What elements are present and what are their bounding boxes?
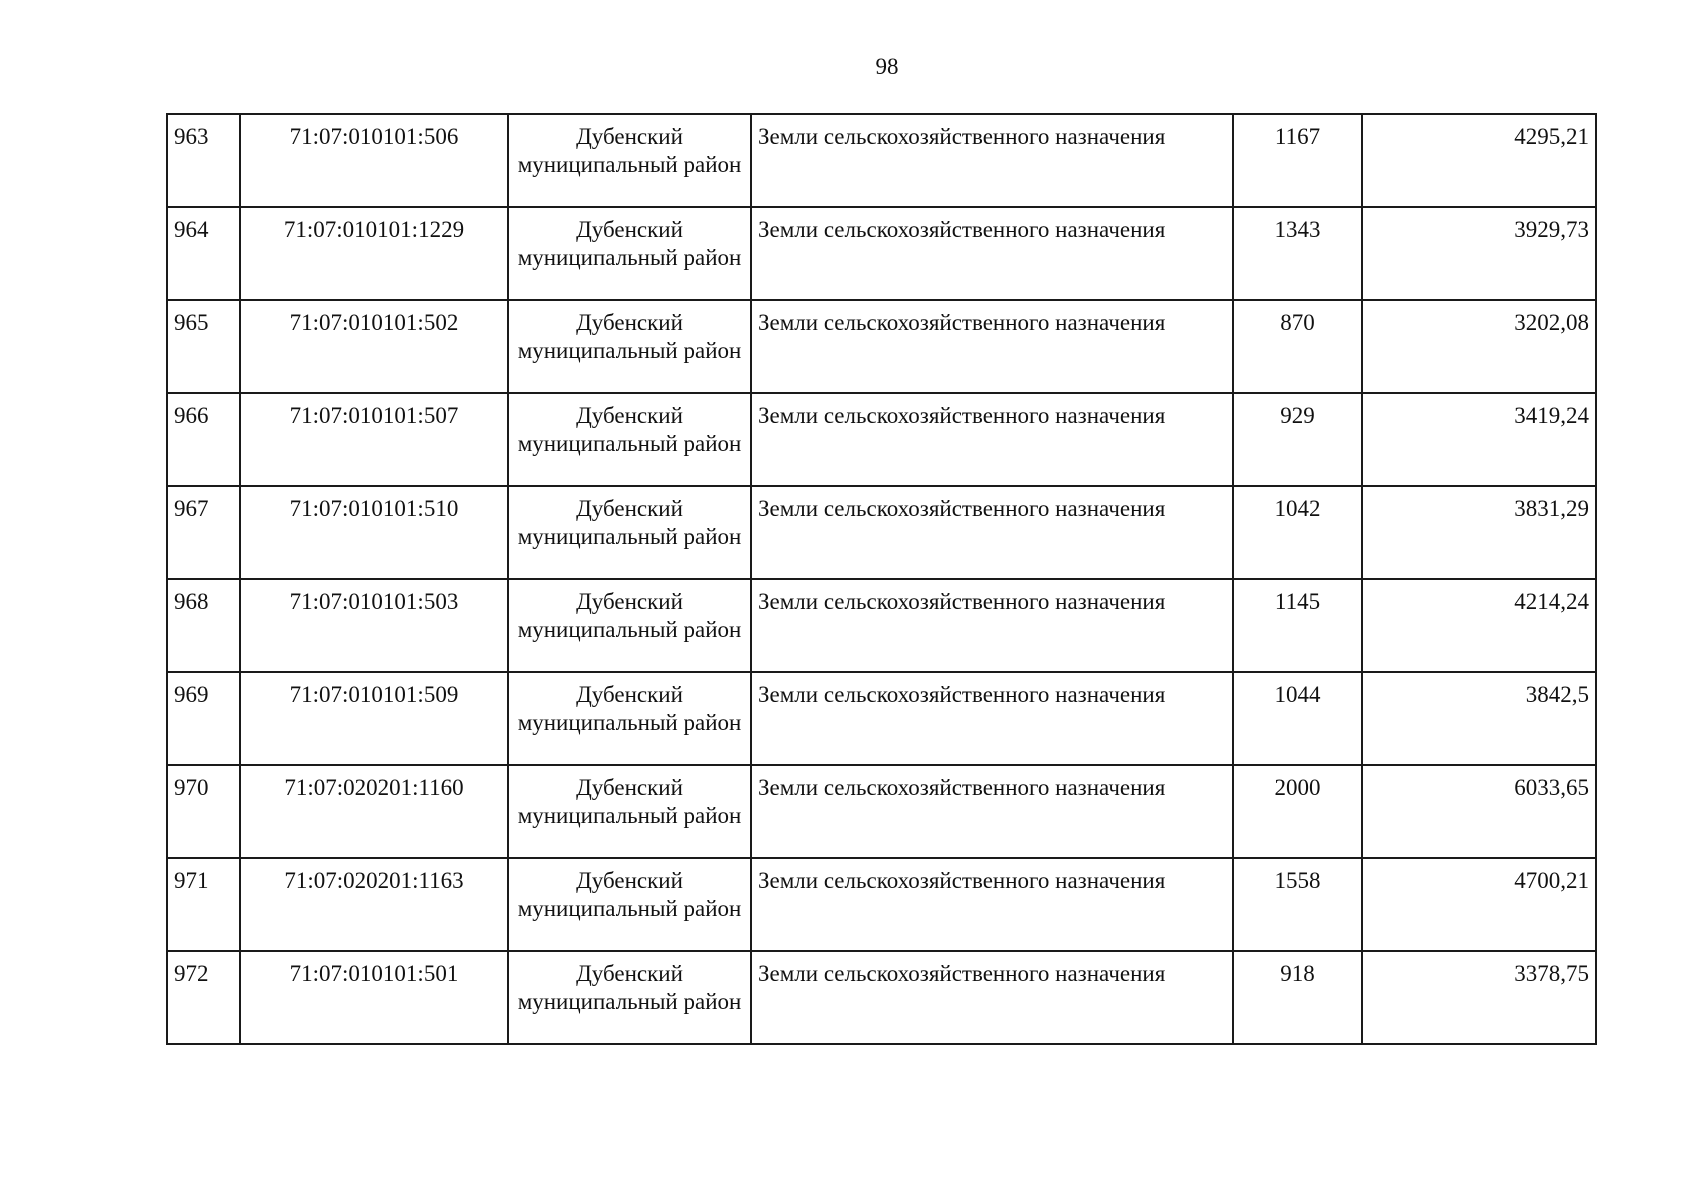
table-row [167, 300, 1596, 393]
page-number: 98 [875, 54, 899, 79]
district-name: Дубенский муниципальный район [508, 393, 751, 486]
district-name: Дубенский муниципальный район [508, 672, 751, 765]
plot-area: 1042 [1233, 486, 1362, 579]
row-number: 966 [167, 393, 240, 486]
plot-area: 1145 [1233, 579, 1362, 672]
cadastral-cost: 3378,75 [1362, 951, 1596, 1044]
table-row [167, 486, 1596, 579]
cadastral-cost: 3842,5 [1362, 672, 1596, 765]
row-number: 963 [167, 114, 240, 207]
cadastral-cost: 3202,08 [1362, 300, 1596, 393]
cadastral-number: 71:07:010101:510 [240, 486, 508, 579]
cadastral-number: 71:07:010101:506 [240, 114, 508, 207]
cadastral-cost: 3419,24 [1362, 393, 1596, 486]
district-name: Дубенский муниципальный район [508, 300, 751, 393]
land-category: Земли сельскохозяйственного назначения [751, 486, 1233, 579]
plot-area: 870 [1233, 300, 1362, 393]
plot-area: 929 [1233, 393, 1362, 486]
district-name: Дубенский муниципальный район [508, 114, 751, 207]
district-name: Дубенский муниципальный район [508, 765, 751, 858]
table-row [167, 951, 1596, 1044]
land-category: Земли сельскохозяйственного назначения [751, 858, 1233, 951]
row-number: 972 [167, 951, 240, 1044]
plot-area: 1343 [1233, 207, 1362, 300]
plot-area: 1044 [1233, 672, 1362, 765]
table-row [167, 858, 1596, 951]
row-number: 967 [167, 486, 240, 579]
cadastral-number: 71:07:010101:501 [240, 951, 508, 1044]
district-name: Дубенский муниципальный район [508, 207, 751, 300]
row-number: 969 [167, 672, 240, 765]
plot-area: 918 [1233, 951, 1362, 1044]
district-name: Дубенский муниципальный район [508, 951, 751, 1044]
row-number: 970 [167, 765, 240, 858]
cadastral-cost: 4700,21 [1362, 858, 1596, 951]
district-name: Дубенский муниципальный район [508, 579, 751, 672]
cadastral-cost: 4295,21 [1362, 114, 1596, 207]
cadastral-cost: 3831,29 [1362, 486, 1596, 579]
table-row [167, 114, 1596, 207]
district-name: Дубенский муниципальный район [508, 858, 751, 951]
land-category: Земли сельскохозяйственного назначения [751, 393, 1233, 486]
land-category: Земли сельскохозяйственного назначения [751, 300, 1233, 393]
row-number: 965 [167, 300, 240, 393]
cadastral-cost: 4214,24 [1362, 579, 1596, 672]
table-row [167, 672, 1596, 765]
cadastral-number: 71:07:010101:507 [240, 393, 508, 486]
cadastral-number: 71:07:020201:1163 [240, 858, 508, 951]
row-number: 964 [167, 207, 240, 300]
cadastral-number: 71:07:020201:1160 [240, 765, 508, 858]
land-plots-table [166, 113, 1597, 1045]
table-row [167, 393, 1596, 486]
cadastral-cost: 3929,73 [1362, 207, 1596, 300]
row-number: 968 [167, 579, 240, 672]
plot-area: 1558 [1233, 858, 1362, 951]
table-row [167, 765, 1596, 858]
table-row [167, 579, 1596, 672]
cadastral-number: 71:07:010101:1229 [240, 207, 508, 300]
land-category: Земли сельскохозяйственного назначения [751, 207, 1233, 300]
cadastral-number: 71:07:010101:502 [240, 300, 508, 393]
row-number: 971 [167, 858, 240, 951]
table-row [167, 207, 1596, 300]
district-name: Дубенский муниципальный район [508, 486, 751, 579]
plot-area: 1167 [1233, 114, 1362, 207]
land-category: Земли сельскохозяйственного назначения [751, 765, 1233, 858]
cadastral-number: 71:07:010101:503 [240, 579, 508, 672]
cadastral-cost: 6033,65 [1362, 765, 1596, 858]
cadastral-number: 71:07:010101:509 [240, 672, 508, 765]
plot-area: 2000 [1233, 765, 1362, 858]
land-category: Земли сельскохозяйственного назначения [751, 579, 1233, 672]
land-category: Земли сельскохозяйственного назначения [751, 951, 1233, 1044]
land-category: Земли сельскохозяйственного назначения [751, 672, 1233, 765]
land-category: Земли сельскохозяйственного назначения [751, 114, 1233, 207]
